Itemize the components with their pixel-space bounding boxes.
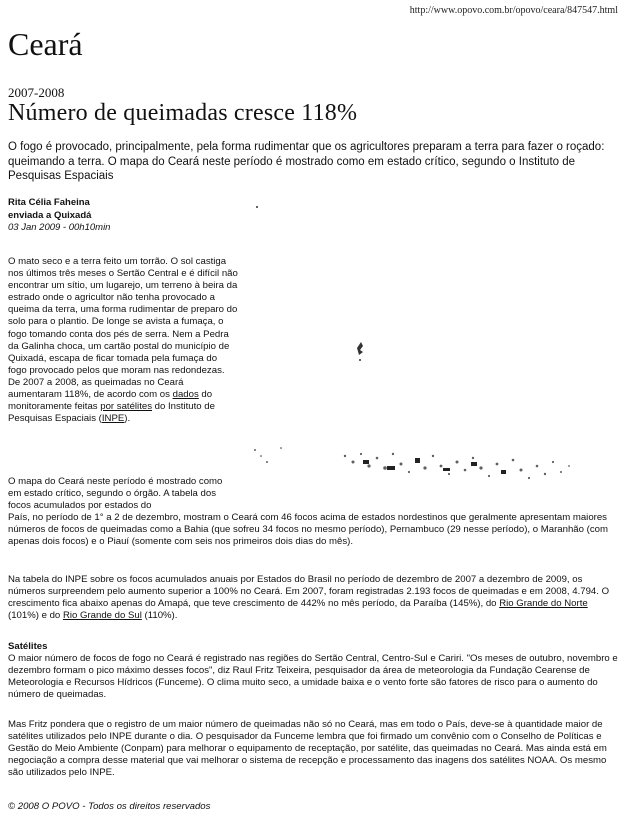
link-inpe[interactable]: INPE <box>101 413 125 425</box>
paragraph-5: Mas Fritz pondera que o registro de um maior número de queimadas não só no Ceará, mas em todo o País, deve-se à quantidade maior de satélites utilizados pelo INPE durante o dia. O pesquisador da Funceme lembra que foi firmado um convênio com o Conselho de Políticas e Gestão do Meio Ambiente (Conpam) para melhorar o equipamento de receptação, por satélite, das queimadas no Ceará. Mas ainda está em negociação a compra desse material que vai melhorar o sistema de recepção e processamento das inagens dos satélites NOAA. Os mesmo são utilizados pelo INPE. <box>8 719 607 779</box>
paragraph-2: País, no período de 1° a 2 de dezembro, mostram o Ceará com 46 focos acima de estados nordestinos que geralmente apresentam maiores números de focos de queimadas como a Bahia (que sofreu 34 focos no mesmo período), Pernambuco (29 nesse período), o Maranhão (com apenas dois focos) e o Piauí (somente com seis nos primeiros dois dias do mês). <box>8 512 608 548</box>
subheading-satelites: Satélites <box>8 641 48 652</box>
map-mark-top <box>357 342 363 355</box>
source-url: http://www.opovo.com.br/opovo/ceara/847547.html <box>409 5 618 16</box>
paragraph-2-column: O mapa do Ceará neste período é mostrado como em estado crítico, segundo o órgão. A tabela dos focos acumulados por estados do <box>8 476 223 512</box>
article-lead: O fogo é provocado, principalmente, pela forma rudimentar que os agricultores preparam a terra para fazer o roçado: queimando a terra. O mapa do Ceará neste período é mostrado como em estado crítico, segundo o Instituto de Pesquisas Espaciais <box>8 141 605 183</box>
ceara-map-image <box>245 330 615 500</box>
author-block <box>8 196 91 222</box>
link-satelites[interactable]: por satélites <box>100 401 152 413</box>
copyright-footer: © 2008 O POVO - Todos os direitos reservados <box>8 801 211 812</box>
article-headline: Número de queimadas cresce 118% <box>8 100 358 126</box>
scan-speck <box>256 206 258 208</box>
article-period: 2007-2008 <box>8 85 65 100</box>
paragraph-3: Na tabela do INPE sobre os focos acumulados anuais por Estados do Brasil no período de dezembro de 2007 a dezembro de 2009, os números surpreendem pelo aumento superior a 100% no Ceará. Em 2007, foram registradas 2.193 focos de queimadas e em 2008, 4.794. O crescimento fica abaixo apenas do Amapá, que teve crescimento de 442% no mês período, da Paraíba (145%), do Rio Grande do Norte (101%) e do Rio Grande do Sul (110%). <box>8 574 610 622</box>
section-title: Ceará <box>8 26 83 62</box>
article-date: 03 Jan 2009 - 00h10min <box>8 222 111 233</box>
paragraph-4: O maior número de focos de fogo no Ceará é registrado nas regiões do Sertão Central, Centro-Sul e Cariri. "Os meses de outubro, novembro e dezembro formam o pico máximo desses focos", diz Raul Fritz Teixeira, pesquisador da área de meteorologia da Fundação Cearense de Meteorologia e Recursos Hídricos (Funceme). O clima muito seco, a umidade baixa e o vento forte são fatores de risco para o aumento do número de queimadas. <box>8 653 618 701</box>
link-dados[interactable]: dados <box>172 389 199 401</box>
paragraph-1: O mato seco e a terra feito um torrão. O sol castiga nos últimos três meses o Sertão Central e é difícil não encontrar um sítio, um lugarejo, um terreno à beira da estrado onde o agricultor não tenha provocado a queima da terra, uma forma rudimentar de preparo do solo para o plantio. De longe se avista a fumaça, o fogo tomando conta dos pés de serra. Nem a Pedra da Galinha choca, um cartão postal do município de Quixadá, escapa de ficar tomada pela fumaça do fogo provocado pelos que moram nas redondezas. De 2007 a 2008, as queimadas no Ceará aumentaram 118%, de acordo com os dados do monitoramente feitas por satélites do Instituto de Pesquisas Espaciais (INPE). <box>8 256 238 425</box>
author-role: enviada a Quixadá <box>8 210 92 221</box>
author-name: Rita Célia Faheina <box>8 197 90 208</box>
link-rio-grande-do-norte[interactable]: Rio Grande do Norte <box>499 598 588 610</box>
link-rio-grande-do-sul[interactable]: Rio Grande do Sul <box>62 610 142 622</box>
